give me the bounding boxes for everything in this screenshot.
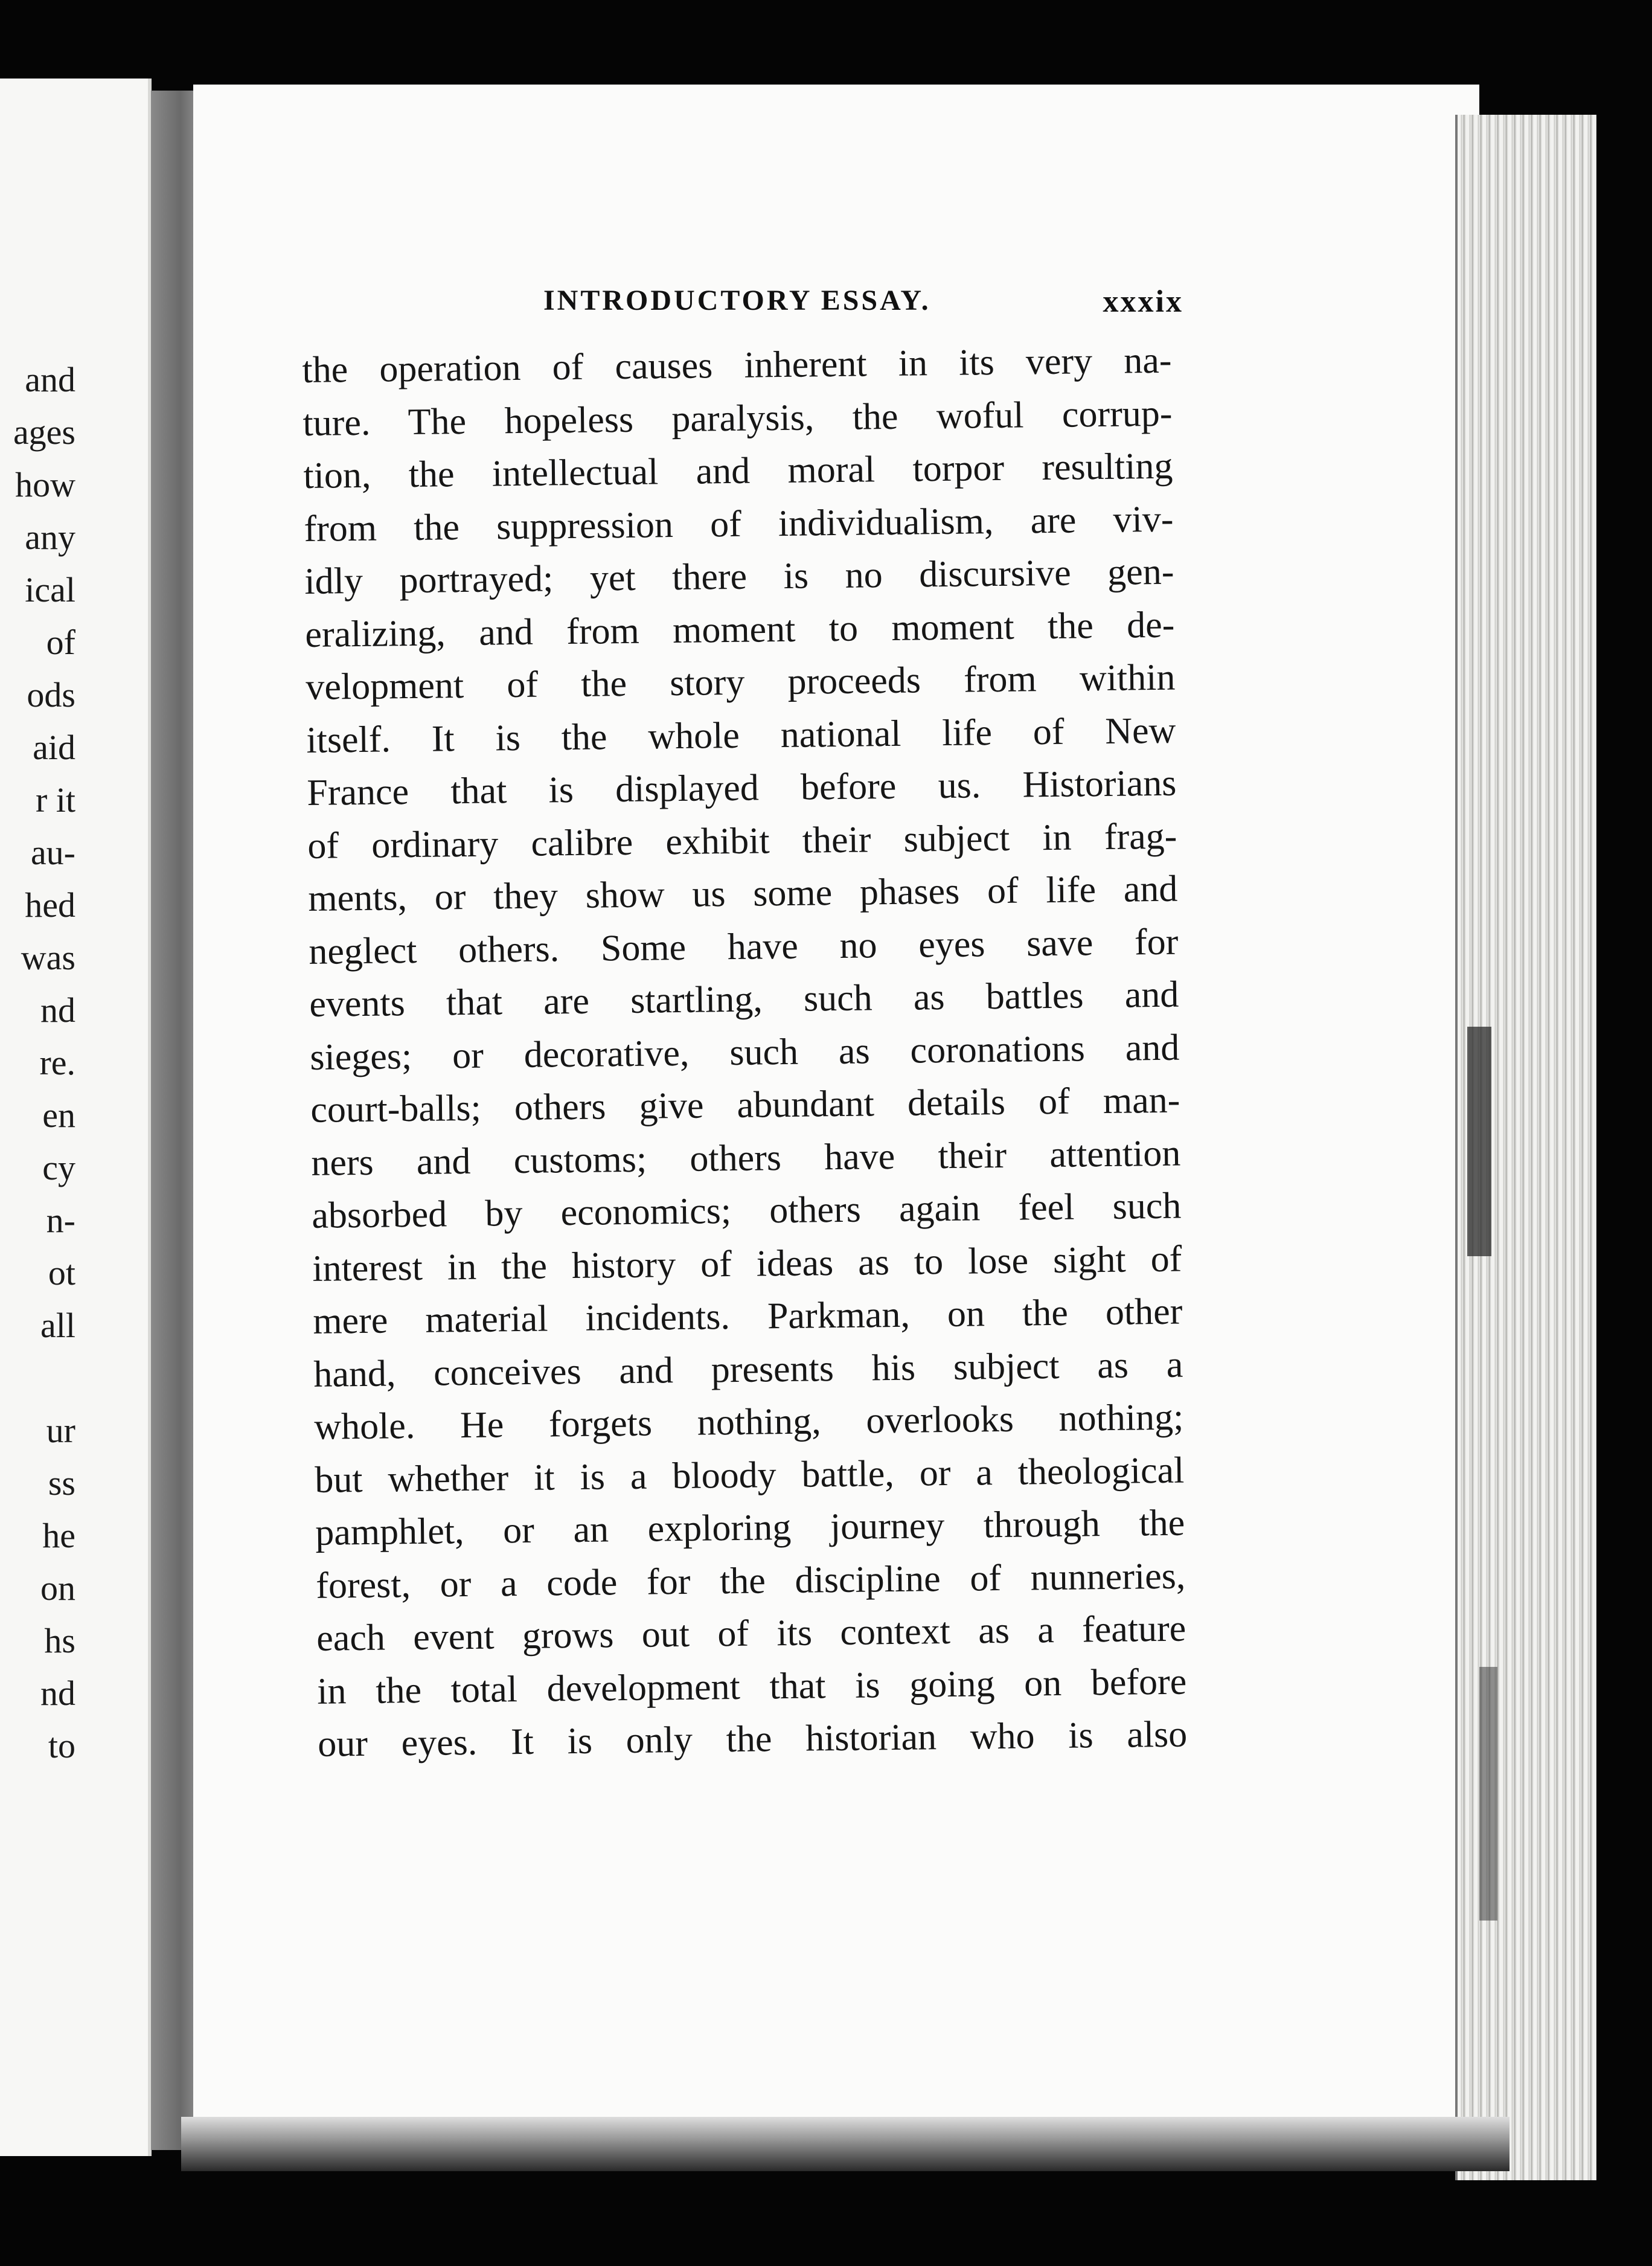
page-edge-shadow	[1479, 1667, 1497, 1921]
text-line: our eyes. It is only the historian who is also	[317, 1713, 1188, 1765]
running-title: INTRODUCTORY ESSAY.	[543, 284, 931, 316]
left-line: cy	[42, 1148, 75, 1187]
text-line: sieges; or decorative, such as coronations and	[310, 1027, 1180, 1078]
left-line: hed	[25, 885, 75, 925]
running-head	[543, 284, 1183, 332]
left-line: au-	[30, 833, 75, 872]
text-line: forest, or a code for the discipline of nunneries,	[315, 1555, 1186, 1606]
left-line: ages	[13, 412, 75, 452]
left-line: he	[42, 1516, 75, 1555]
text-line: tion, the intellectual and moral torpor resulting	[303, 445, 1173, 496]
body-text	[302, 335, 1188, 1771]
text-line: the operation of causes inherent in its very na-	[302, 339, 1172, 391]
left-line: and	[25, 360, 75, 399]
left-line: any	[25, 518, 75, 557]
text-line: from the suppression of individualism, are viv-	[304, 498, 1174, 550]
page-edge-shadow	[1467, 1027, 1491, 1256]
left-line: n-	[46, 1201, 75, 1240]
text-line: hand, conceives and presents his subject as a	[313, 1344, 1183, 1395]
text-line: whole. He forgets nothing, overlooks nothing;	[313, 1396, 1184, 1448]
text-line: but whether it is a bloody battle, or a theological	[314, 1449, 1185, 1501]
text-line: each event grows out of its context as a feature	[316, 1608, 1186, 1659]
left-line: was	[21, 938, 75, 977]
page-number: xxxix	[1103, 284, 1183, 319]
left-line: re.	[39, 1043, 75, 1082]
left-line: to	[48, 1726, 75, 1765]
left-line: ods	[27, 675, 75, 714]
text-line: of ordinary calibre exhibit their subject in frag-	[307, 815, 1177, 867]
text-line: mere material incidents. Parkman, on the other	[312, 1291, 1183, 1342]
left-page	[0, 79, 152, 2156]
left-line: of	[46, 623, 75, 662]
text-line: idly portrayed; yet there is no discursive gen-	[304, 551, 1174, 602]
left-line: all	[40, 1306, 75, 1345]
left-line: how	[15, 465, 75, 504]
left-line: on	[40, 1568, 75, 1608]
text-line: ners and customs; others have their attention	[310, 1132, 1181, 1184]
left-line: ical	[25, 570, 75, 609]
left-page-text	[0, 353, 148, 1772]
left-line-gap	[0, 1352, 148, 1404]
left-line: ur	[46, 1411, 75, 1450]
bottom-page-edge	[181, 2117, 1510, 2171]
text-line: neglect others. Some have no eyes save for	[309, 921, 1179, 972]
left-line: r it	[35, 780, 75, 820]
text-line: court-balls; others give abundant details of man-	[310, 1079, 1180, 1131]
left-line: nd	[40, 1674, 75, 1713]
text-line: events that are startling, such as battles and	[309, 974, 1179, 1025]
text-line: eralizing, and from moment to moment the de-	[305, 604, 1175, 655]
text-line: interest in the history of ideas as to lose sight of	[312, 1238, 1182, 1289]
text-line: ture. The hopeless paralysis, the woful corrup-	[303, 393, 1173, 444]
left-line: ss	[48, 1463, 75, 1503]
text-line: France that is displayed before us. Historians	[307, 762, 1177, 814]
text-line: absorbed by economics; others again feel such	[311, 1185, 1182, 1236]
left-line: aid	[33, 728, 75, 767]
text-line: ments, or they show us some phases of life and	[308, 868, 1178, 919]
text-line: velopment of the story proceeds from within	[306, 656, 1176, 708]
left-line: nd	[40, 990, 75, 1030]
left-line: en	[42, 1096, 75, 1135]
text-line: pamphlet, or an exploring journey through the	[315, 1502, 1185, 1553]
left-line: ot	[48, 1253, 75, 1292]
text-line: itself. It is the whole national life of New	[306, 710, 1176, 761]
left-line: hs	[44, 1621, 75, 1660]
text-line: in the total development that is going on before	[316, 1661, 1187, 1712]
